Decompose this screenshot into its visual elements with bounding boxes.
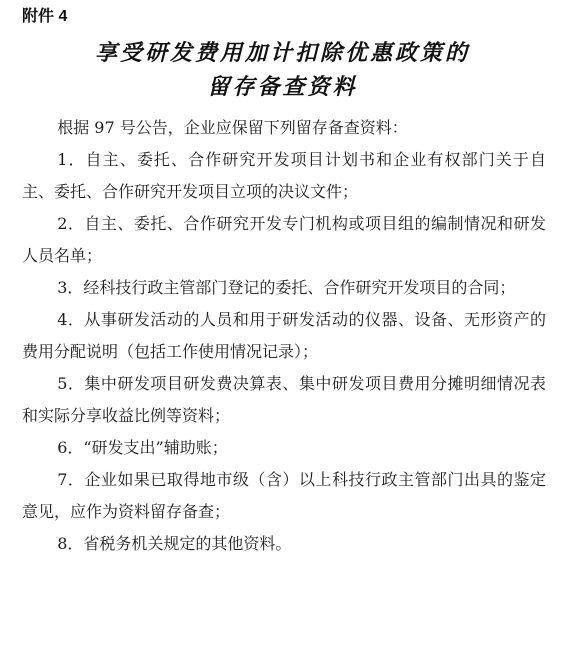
attachment-label: 附件 4 [22, 8, 68, 25]
list-item-5: 5．集中研发项目研发费决算表、集中研发项目费用分摊明细情况表和实际分享收益比例等资料； [22, 374, 546, 425]
intro-paragraph: 根据 97 号公告，企业应保留下列留存备查资料： [57, 118, 408, 137]
list-item-2: 2．自主、委托、合作研究开发专门机构或项目组的编制情况和研发人员名单； [22, 214, 546, 265]
document-title-line-2: 留存备查资料 [207, 74, 358, 100]
list-item-3: 3．经科技行政主管部门登记的委托、合作研究开发项目的合同； [57, 278, 516, 297]
list-item-1: 1．自主、委托、合作研究开发项目计划书和企业有权部门关于自主、委托、合作研究开发项目立项的决议文件； [22, 150, 546, 201]
list-item-8: 8．省税务机关规定的其他资料。 [57, 534, 292, 553]
document-body [22, 112, 546, 560]
document-title-line-1: 享受研发费用加计扣除优惠政策的 [94, 40, 470, 66]
list-item-7: 7．企业如果已取得地市级（含）以上科技行政主管部门出具的鉴定意见，应作为资料留存备查； [22, 470, 546, 521]
list-item-4: 4．从事研发活动的人员和用于研发活动的仪器、设备、无形资产的费用分配说明（包括工作使用情况记录）； [22, 310, 546, 361]
list-item-6: 6．“研发支出”辅助账； [57, 438, 228, 457]
